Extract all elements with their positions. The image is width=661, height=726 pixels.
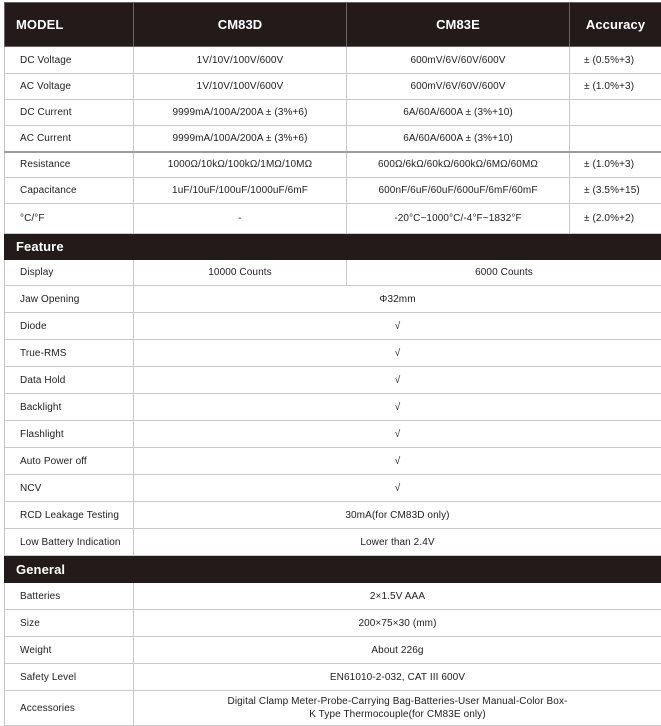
row-label: Batteries — [5, 583, 134, 610]
accuracy-value: ± (0.5%+3) — [570, 47, 661, 74]
check-mark: √ — [134, 340, 661, 367]
header-model: MODEL — [5, 3, 134, 47]
row-label: DC Current — [5, 100, 134, 126]
row-value: 30mA(for CM83D only) — [134, 502, 661, 529]
check-mark: √ — [134, 475, 661, 502]
general-section-header — [5, 556, 661, 583]
table-row — [5, 313, 661, 340]
cm83e-value: 6A/60A/600A ± (3%+10) — [347, 100, 570, 126]
accessories-value — [134, 691, 661, 726]
table-row — [5, 691, 661, 726]
row-label: AC Current — [5, 126, 134, 152]
check-mark: √ — [134, 394, 661, 421]
header-cm83d: CM83D — [134, 3, 347, 47]
table-row — [5, 286, 661, 313]
table-row — [5, 260, 661, 286]
row-label: Low Battery Indication — [5, 529, 134, 556]
row-label: Data Hold — [5, 367, 134, 394]
row-label: Weight — [5, 637, 134, 664]
accuracy-value: ± (1.0%+3) — [570, 74, 661, 100]
table-row — [5, 178, 661, 204]
table-row — [5, 100, 661, 126]
feature-title: Feature — [5, 234, 134, 260]
table-row — [5, 421, 661, 448]
table-row — [5, 529, 661, 556]
feature-section-header — [5, 234, 661, 260]
cm83e-value: 600mV/6V/60V/600V — [347, 74, 570, 100]
header-cm83e: CM83E — [347, 3, 570, 47]
table-row — [5, 126, 661, 152]
table-row — [5, 340, 661, 367]
table-row — [5, 394, 661, 421]
table-row — [5, 448, 661, 475]
check-mark: √ — [134, 313, 661, 340]
cm83e-value: 6A/60A/600A ± (3%+10) — [347, 126, 570, 152]
table-row — [5, 475, 661, 502]
table-row — [5, 152, 661, 178]
row-label: Jaw Opening — [5, 286, 134, 313]
row-label: Safety Level — [5, 664, 134, 691]
header-accuracy: Accuracy — [570, 3, 661, 47]
row-label: Flashlight — [5, 421, 134, 448]
row-label: DC Voltage — [5, 47, 134, 74]
general-title: General — [5, 556, 134, 583]
row-value: Lower than 2.4V — [134, 529, 661, 556]
table-row — [5, 502, 661, 529]
table-row — [5, 610, 661, 637]
general-header-fill — [134, 556, 661, 583]
accessories-line-2: K Type Thermocouple(for CM83E only) — [309, 709, 486, 720]
row-label: Backlight — [5, 394, 134, 421]
row-label: Auto Power off — [5, 448, 134, 475]
cm83d-value: 1V/10V/100V/600V — [134, 47, 347, 74]
row-label: NCV — [5, 475, 134, 502]
accuracy-value: ± (1.0%+3) — [570, 152, 661, 178]
cm83e-value: 600mV/6V/60V/600V — [347, 47, 570, 74]
spec-table — [4, 2, 661, 726]
accuracy-value: ± (2.0%+2) — [570, 204, 661, 234]
row-value: 200×75×30 (mm) — [134, 610, 661, 637]
row-label: True-RMS — [5, 340, 134, 367]
row-label: Diode — [5, 313, 134, 340]
cm83d-value: 1V/10V/100V/600V — [134, 74, 347, 100]
cm83d-value: - — [134, 204, 347, 234]
accuracy-value — [570, 126, 661, 152]
cm83d-value: 9999mA/100A/200A ± (3%+6) — [134, 100, 347, 126]
row-label: Accessories — [5, 691, 134, 726]
row-label: Size — [5, 610, 134, 637]
table-row — [5, 47, 661, 74]
row-label: Resistance — [5, 152, 134, 178]
row-label: RCD Leakage Testing — [5, 502, 134, 529]
cm83e-value: 600Ω/6kΩ/60kΩ/600kΩ/6MΩ/60MΩ — [347, 152, 570, 178]
row-label: AC Voltage — [5, 74, 134, 100]
cm83e-value: 600nF/6uF/60uF/600uF/6mF/60mF — [347, 178, 570, 204]
table-row — [5, 583, 661, 610]
row-value: EN61010-2-032, CAT III 600V — [134, 664, 661, 691]
check-mark: √ — [134, 367, 661, 394]
row-label: Display — [5, 260, 134, 286]
row-value: About 226g — [134, 637, 661, 664]
feature-header-fill — [134, 234, 661, 260]
cm83e-value: -20°C~1000°C/-4°F~1832°F — [347, 204, 570, 234]
accuracy-value: ± (3.5%+15) — [570, 178, 661, 204]
header-row — [5, 3, 661, 47]
table-row — [5, 204, 661, 234]
cm83d-value: 1uF/10uF/100uF/1000uF/6mF — [134, 178, 347, 204]
accuracy-value — [570, 100, 661, 126]
table-row — [5, 74, 661, 100]
table-row — [5, 367, 661, 394]
row-value: 2×1.5V AAA — [134, 583, 661, 610]
cm83e-value: 6000 Counts — [347, 260, 661, 286]
row-label: Capacitance — [5, 178, 134, 204]
table-row — [5, 637, 661, 664]
row-label: °C/°F — [5, 204, 134, 234]
table-row — [5, 664, 661, 691]
cm83d-value: 9999mA/100A/200A ± (3%+6) — [134, 126, 347, 152]
check-mark: √ — [134, 421, 661, 448]
check-mark: √ — [134, 448, 661, 475]
row-value: Φ32mm — [134, 286, 661, 313]
cm83d-value: 10000 Counts — [134, 260, 347, 286]
accessories-line-1: Digital Clamp Meter-Probe-Carrying Bag-Batteries-User Manual-Color Box- — [227, 696, 568, 707]
cm83d-value: 1000Ω/10kΩ/100kΩ/1MΩ/10MΩ — [134, 152, 347, 178]
